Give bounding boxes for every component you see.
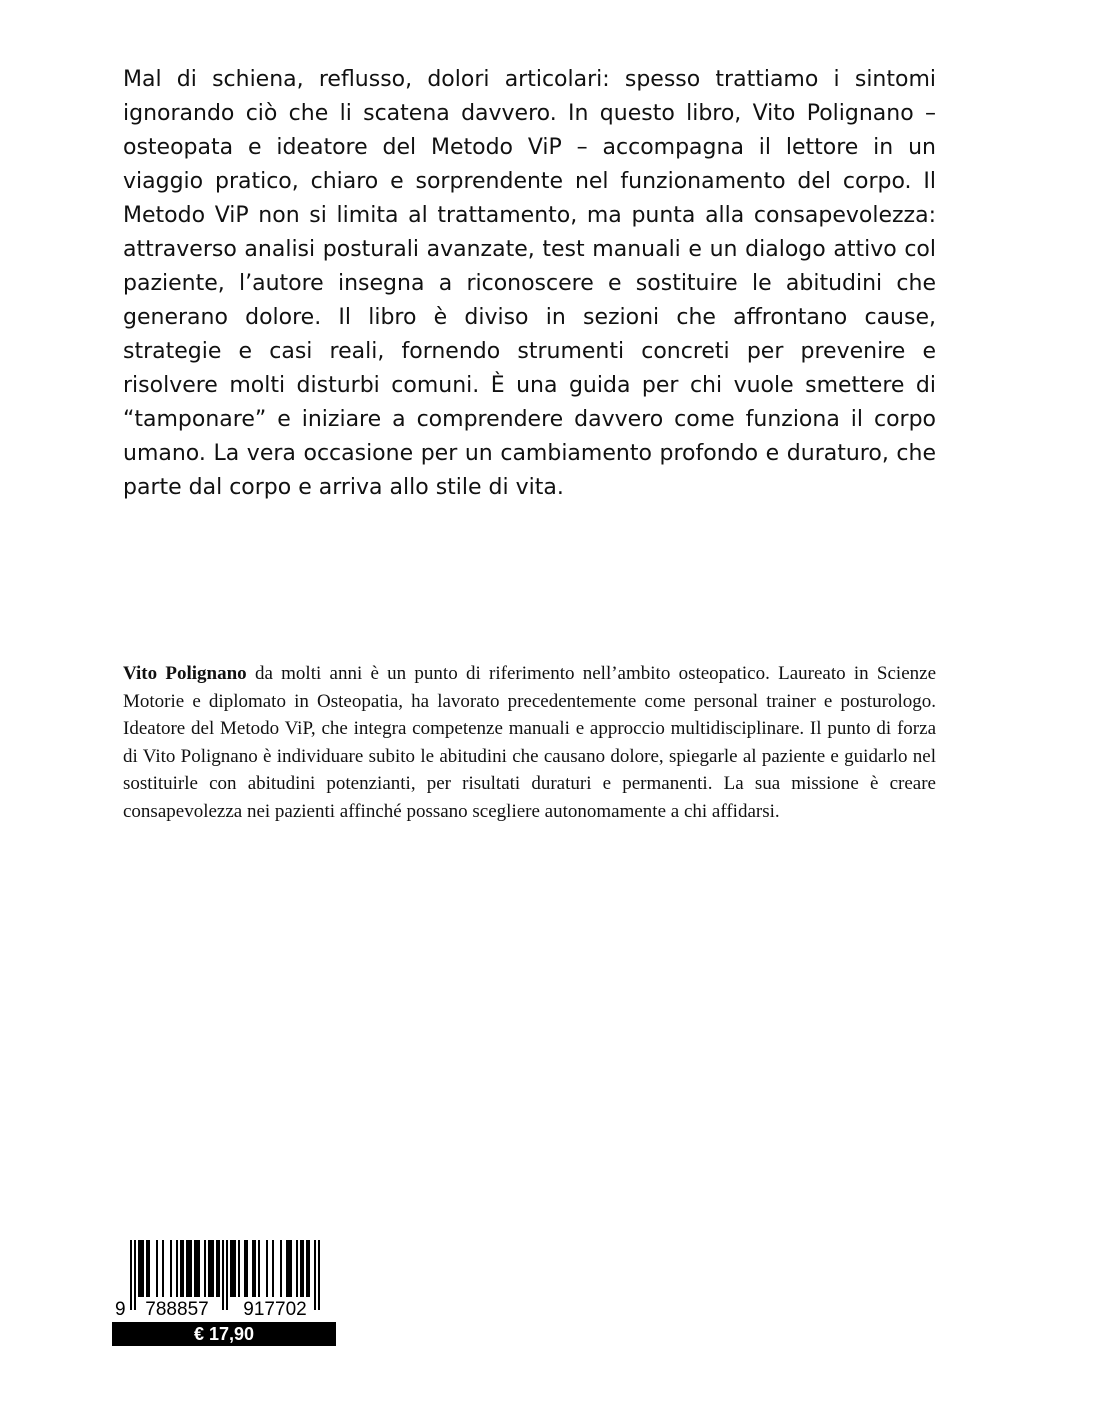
barcode-bar (296, 1240, 298, 1297)
barcode-bar (204, 1240, 206, 1297)
barcode-bar (162, 1240, 164, 1297)
isbn-left-group: 788857 (145, 1299, 209, 1319)
barcode-bar (146, 1240, 150, 1297)
barcode-bar (258, 1240, 260, 1297)
barcode-bar (252, 1240, 256, 1297)
barcode-bar (306, 1240, 310, 1297)
barcode-bar (194, 1240, 200, 1297)
barcode-bar (170, 1240, 172, 1297)
barcode-bar (272, 1240, 274, 1297)
isbn-right-group: 917702 (243, 1299, 307, 1319)
author-name: Vito Polignano (123, 663, 247, 684)
barcode-bar (176, 1240, 178, 1297)
price-label: € 17,90 (112, 1322, 336, 1346)
author-bio-text: da molti anni è un punto di riferimento nell’ambito osteopatico. Laureato in Scienze Motorie e diplomato in Osteopatia, ha lavorato precedentemente come personal trainer e posturologo. Ideatore del Metodo ViP, che integra competenze manuali e approccio multidisciplinare. Il punto di forza di Vito Polignano è individuare subito le abitudini che causano dolore, spiegarle al paziente e guidarlo nel sostituirle con abitudini potenzianti, per risultati duraturi e permanenti. La sua missione è creare consapevolezza nei pazienti affinché possano scegliere autonomamente a chi affidarsi. (123, 663, 937, 822)
isbn-number (112, 1295, 336, 1319)
barcode-bar (266, 1240, 268, 1297)
barcode-bar (216, 1240, 220, 1297)
barcode-bar (180, 1240, 184, 1297)
barcode-bar (208, 1240, 214, 1297)
isbn-first-digit: 9 (115, 1299, 126, 1319)
barcode-bar (138, 1240, 144, 1297)
barcode-bar (230, 1240, 236, 1297)
barcode-bar (300, 1240, 304, 1297)
book-description: Mal di schiena, reflusso, dolori articolari: spesso trattiamo i sintomi ignorando ciò che li scatena davvero. In questo libro, Vito Polignano – osteopata e ideatore del Metodo ViP – accompagna il lettore in un viaggio pratico, chiaro e sorprendente nel funzionamento del corpo. Il Metodo ViP non si limita al trattamento, ma punta alla consapevolezza: attraverso analisi posturali avanzate, test manuali e un dialogo attivo col paziente, l’autore insegna a riconoscere e sostituire le abitudini che generano dolore. Il libro è diviso in sezioni che affrontano cause, strategie e casi reali, fornendo strumenti concreti per prevenire e risolvere molti disturbi comuni. È una guida per chi vuole smettere di “tamponare” e iniziare a comprendere davvero come funziona il corpo umano. La vera occasione per un cambiamento profondo e duraturo, che parte dal corpo e arriva allo stile di vita. (123, 67, 936, 500)
barcode-bar (186, 1240, 192, 1297)
author-bio (123, 660, 936, 825)
barcode-bar (286, 1240, 292, 1297)
barcode-bar (244, 1240, 248, 1297)
barcode-bar (280, 1240, 282, 1297)
barcode-bar (238, 1240, 240, 1297)
barcode-bar (156, 1240, 158, 1297)
